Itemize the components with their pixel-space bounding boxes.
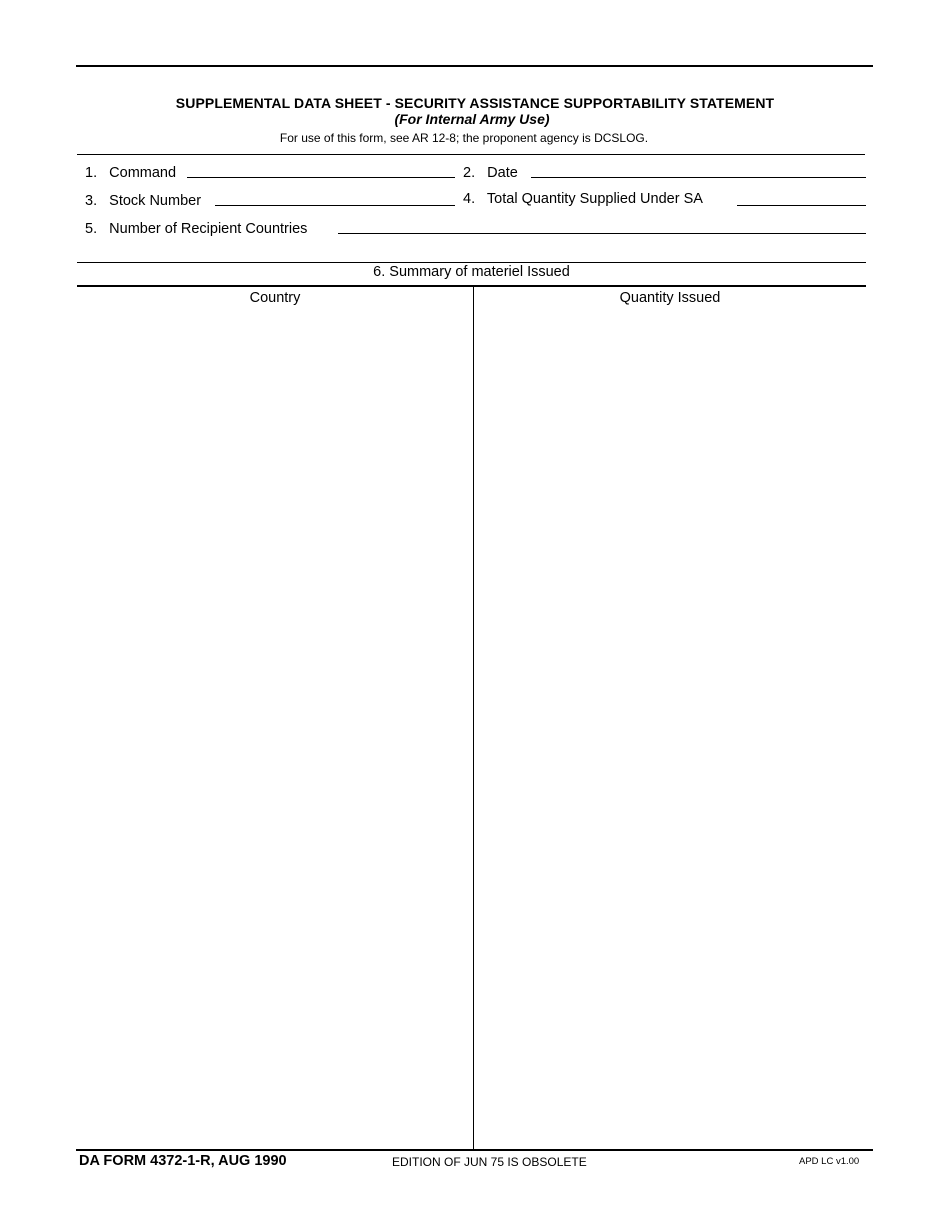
column-header-quantity-issued: Quantity Issued — [619, 290, 721, 306]
stock-number-label: Stock Number — [109, 193, 202, 209]
recipient-countries-field — [85, 221, 307, 237]
recipient-countries-input[interactable] — [338, 233, 866, 234]
stock-number-field — [85, 193, 201, 209]
summary-top-divider — [77, 262, 866, 263]
form-subtitle: (For Internal Army Use) — [394, 111, 550, 127]
column-header-country: Country — [249, 290, 301, 306]
command-number: 1. — [85, 165, 98, 181]
bottom-border — [76, 1149, 873, 1151]
date-field — [463, 165, 518, 181]
date-input[interactable] — [531, 177, 866, 178]
total-quantity-field — [463, 191, 703, 207]
stock-number-input[interactable] — [215, 205, 455, 206]
country-column[interactable] — [77, 310, 473, 1148]
stock-number-number: 3. — [85, 193, 98, 209]
edition-note: EDITION OF JUN 75 IS OBSOLETE — [392, 1155, 587, 1169]
recipient-countries-number: 5. — [85, 221, 98, 237]
total-quantity-label: Total Quantity Supplied Under SA — [486, 191, 703, 207]
form-identifier: DA FORM 4372-1-R, AUG 1990 — [79, 1153, 287, 1169]
quantity-issued-column[interactable] — [474, 310, 866, 1148]
date-number: 2. — [463, 165, 476, 181]
header-divider — [77, 154, 865, 155]
command-label: Command — [109, 165, 177, 181]
form-title: SUPPLEMENTAL DATA SHEET - SECURITY ASSISTANCE SUPPORTABILITY STATEMENT — [175, 95, 775, 111]
command-input[interactable] — [187, 177, 455, 178]
date-label: Date — [487, 165, 518, 181]
recipient-countries-label: Number of Recipient Countries — [109, 221, 308, 237]
summary-header-divider — [77, 285, 866, 287]
summary-heading: 6. Summary of materiel Issued — [373, 264, 570, 280]
total-quantity-input[interactable] — [737, 205, 866, 206]
usage-note: For use of this form, see AR 12-8; the proponent agency is DCSLOG. — [279, 131, 649, 145]
command-field — [85, 165, 176, 181]
total-quantity-number: 4. — [463, 191, 476, 207]
version-label: APD LC v1.00 — [799, 1156, 860, 1167]
top-border — [76, 65, 873, 67]
